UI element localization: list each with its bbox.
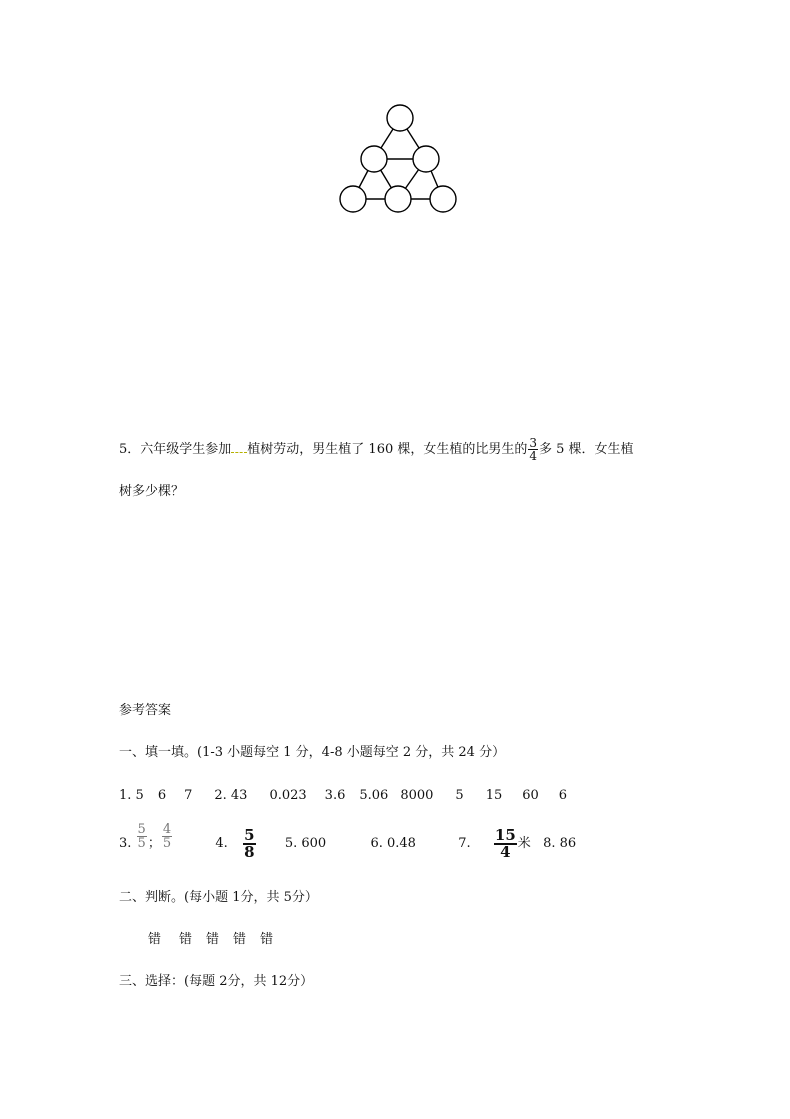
- answers-row-1: [119, 788, 567, 804]
- question-5-line-1: [119, 437, 634, 462]
- section-1-title: [119, 745, 505, 761]
- fraction-numerator: 5: [137, 822, 146, 837]
- fraction-numerator: 3: [529, 436, 538, 450]
- answer-label-3: 3.: [119, 836, 132, 851]
- answer-label-7: 7.: [458, 836, 471, 851]
- dashed-underline-mark: [231, 442, 247, 453]
- answer-item: 6: [157, 788, 167, 803]
- answer-item-6: 6. 0.48: [370, 836, 416, 851]
- fraction-denominator: 8: [244, 842, 255, 861]
- fraction-denominator: 4: [500, 842, 511, 861]
- diagram-circle-mid-left: [361, 146, 387, 172]
- fraction-five-fifths: [137, 823, 147, 850]
- fraction-denominator: 4: [529, 449, 538, 463]
- question-number: 5．: [119, 442, 141, 457]
- fraction-four-fifths: [162, 823, 172, 850]
- question-5-line-2: [119, 484, 184, 500]
- fraction-numerator: 15: [494, 825, 516, 844]
- answer-item: 8000: [400, 788, 434, 803]
- fraction-five-eighths: [243, 825, 255, 861]
- answer-item-8: 8. 86: [543, 836, 577, 851]
- judgement-item: 错: [148, 932, 162, 947]
- answer-item: 7: [184, 788, 193, 803]
- fraction-numerator: 4: [162, 822, 172, 837]
- section-1-title-text: 一、填一填。(1-3 小题每空 1 分，4-8 小题每空 2 分，共 24 分）: [119, 745, 506, 760]
- fraction-fifteen-quarters: [494, 825, 517, 861]
- answers-heading: [119, 703, 171, 719]
- judgement-item: 错: [206, 932, 220, 947]
- question-text-b: 植树劳动，男生植了 160 棵，女生植的比男生的: [247, 442, 528, 457]
- answer-item: 60: [522, 788, 539, 803]
- answer-item: 0.023: [269, 788, 307, 803]
- section-3-title-text: 三、选择：(每题 2分，共 12分）: [119, 974, 314, 989]
- answer-unit-7: 米: [517, 836, 531, 851]
- section-3-title: [119, 974, 313, 990]
- fraction-three-quarters: [528, 437, 538, 462]
- section-2-title-text: 二、判断。(每小题 1分，共 5分）: [119, 890, 318, 905]
- judgement-item: 错: [260, 932, 274, 947]
- answer-item: 2. 43: [214, 788, 248, 803]
- question-text-line-2: 树多少棵？: [119, 484, 185, 499]
- triangle-circle-diagram: [336, 102, 461, 214]
- answer-item: 5: [455, 788, 464, 803]
- diagram-circle-top: [387, 105, 413, 131]
- fraction-numerator: 5: [244, 825, 255, 844]
- answer-label-4: 4.: [215, 836, 228, 851]
- answers-heading-text: 参考答案: [119, 703, 172, 718]
- diagram-circle-bottom-right: [430, 186, 456, 212]
- question-text-c: 多 5 棵．女生植: [539, 442, 634, 457]
- diagram-circle-bottom-middle: [385, 186, 411, 212]
- judgement-answers: [148, 932, 273, 948]
- fraction-denominator: 5: [162, 836, 172, 851]
- section-2-title: [119, 890, 318, 906]
- answer-item: 15: [485, 788, 503, 803]
- answer-separator: ；: [147, 836, 161, 851]
- diagram-circle-bottom-left: [340, 186, 366, 212]
- answer-item: 6: [558, 788, 568, 803]
- question-text-a: 六年级学生参加: [140, 442, 232, 457]
- judgement-item: 错: [179, 932, 193, 947]
- answer-item: 5.06: [359, 788, 389, 803]
- answer-item-5: 5. 600: [284, 836, 327, 851]
- answer-item: 1. 5: [119, 788, 144, 803]
- judgement-item: 错: [233, 932, 247, 947]
- diagram-circle-mid-right: [413, 146, 439, 172]
- answers-row-2: [119, 822, 576, 866]
- fraction-denominator: 5: [137, 836, 146, 851]
- answer-item: 3.6: [324, 788, 346, 803]
